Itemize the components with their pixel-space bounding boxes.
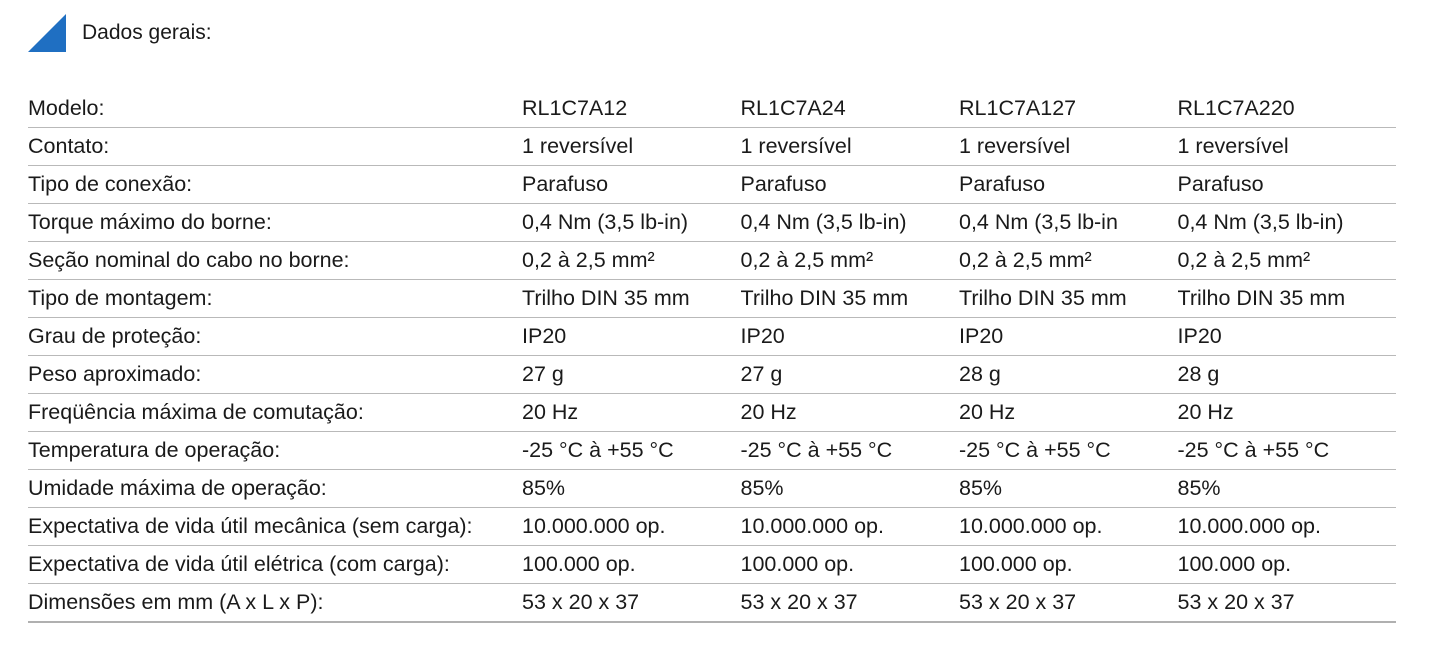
row-value: 10.000.000 op. [1178, 508, 1397, 546]
row-value: IP20 [1178, 318, 1397, 356]
row-value: Trilho DIN 35 mm [522, 280, 741, 318]
table-row [28, 470, 1396, 508]
row-value: 0,4 Nm (3,5 lb-in [959, 204, 1178, 242]
row-value: 100.000 op. [741, 546, 960, 584]
row-label: Tipo de montagem: [28, 280, 522, 318]
row-value: 1 reversível [959, 128, 1178, 166]
row-value: RL1C7A12 [522, 90, 741, 128]
spec-table-body [28, 90, 1396, 622]
table-row [28, 432, 1396, 470]
row-value: 0,2 à 2,5 mm² [741, 242, 960, 280]
row-label: Torque máximo do borne: [28, 204, 522, 242]
row-value: 53 x 20 x 37 [741, 584, 960, 623]
row-value: 20 Hz [741, 394, 960, 432]
row-value: 85% [959, 470, 1178, 508]
table-row [28, 318, 1396, 356]
table-row [28, 356, 1396, 394]
row-value: IP20 [522, 318, 741, 356]
row-value: 0,4 Nm (3,5 lb-in) [522, 204, 741, 242]
row-value: -25 °C à +55 °C [1178, 432, 1397, 470]
row-value: 100.000 op. [959, 546, 1178, 584]
row-value: 28 g [959, 356, 1178, 394]
row-label: Expectativa de vida útil mecânica (sem carga): [28, 508, 522, 546]
blue-triangle-icon [28, 14, 66, 52]
row-value: RL1C7A127 [959, 90, 1178, 128]
row-value: 53 x 20 x 37 [959, 584, 1178, 623]
row-label: Contato: [28, 128, 522, 166]
section-title: Dados gerais: [82, 21, 212, 44]
row-value: IP20 [959, 318, 1178, 356]
table-row [28, 508, 1396, 546]
row-value: Parafuso [1178, 166, 1397, 204]
row-value: 85% [522, 470, 741, 508]
row-label: Freqüência máxima de comutação: [28, 394, 522, 432]
table-row [28, 394, 1396, 432]
row-value: Trilho DIN 35 mm [959, 280, 1178, 318]
row-value: 27 g [522, 356, 741, 394]
table-row [28, 204, 1396, 242]
row-value: 53 x 20 x 37 [1178, 584, 1397, 623]
table-row [28, 280, 1396, 318]
spec-table [28, 90, 1396, 623]
section-header [28, 14, 212, 52]
row-value: Trilho DIN 35 mm [1178, 280, 1397, 318]
row-value: Parafuso [522, 166, 741, 204]
row-value: 0,4 Nm (3,5 lb-in) [1178, 204, 1397, 242]
row-value: 53 x 20 x 37 [522, 584, 741, 623]
row-value: IP20 [741, 318, 960, 356]
row-value: 28 g [1178, 356, 1397, 394]
row-value: -25 °C à +55 °C [741, 432, 960, 470]
row-label: Peso aproximado: [28, 356, 522, 394]
row-label: Umidade máxima de operação: [28, 470, 522, 508]
row-value: 20 Hz [1178, 394, 1397, 432]
row-value: 0,2 à 2,5 mm² [1178, 242, 1397, 280]
table-row [28, 166, 1396, 204]
row-value: RL1C7A24 [741, 90, 960, 128]
row-value: 10.000.000 op. [522, 508, 741, 546]
row-value: 85% [741, 470, 960, 508]
row-value: 1 reversível [1178, 128, 1397, 166]
row-label: Grau de proteção: [28, 318, 522, 356]
table-row [28, 242, 1396, 280]
row-value: 1 reversível [522, 128, 741, 166]
row-value: 20 Hz [959, 394, 1178, 432]
row-label: Expectativa de vida útil elétrica (com carga): [28, 546, 522, 584]
row-label: Modelo: [28, 90, 522, 128]
table-row [28, 584, 1396, 623]
table-row [28, 128, 1396, 166]
row-value: -25 °C à +55 °C [959, 432, 1178, 470]
row-value: 10.000.000 op. [959, 508, 1178, 546]
row-value: Parafuso [959, 166, 1178, 204]
row-value: 0,2 à 2,5 mm² [522, 242, 741, 280]
row-value: 0,4 Nm (3,5 lb-in) [741, 204, 960, 242]
row-value: 100.000 op. [522, 546, 741, 584]
table-row [28, 90, 1396, 128]
row-value: 27 g [741, 356, 960, 394]
row-value: 0,2 à 2,5 mm² [959, 242, 1178, 280]
row-value: Trilho DIN 35 mm [741, 280, 960, 318]
row-value: 1 reversível [741, 128, 960, 166]
row-value: 85% [1178, 470, 1397, 508]
row-label: Dimensões em mm (A x L x P): [28, 584, 522, 623]
row-label: Seção nominal do cabo no borne: [28, 242, 522, 280]
row-label: Tipo de conexão: [28, 166, 522, 204]
row-value: -25 °C à +55 °C [522, 432, 741, 470]
row-value: 100.000 op. [1178, 546, 1397, 584]
row-value: Parafuso [741, 166, 960, 204]
row-value: 10.000.000 op. [741, 508, 960, 546]
table-row [28, 546, 1396, 584]
row-value: 20 Hz [522, 394, 741, 432]
row-value: RL1C7A220 [1178, 90, 1397, 128]
row-label: Temperatura de operação: [28, 432, 522, 470]
